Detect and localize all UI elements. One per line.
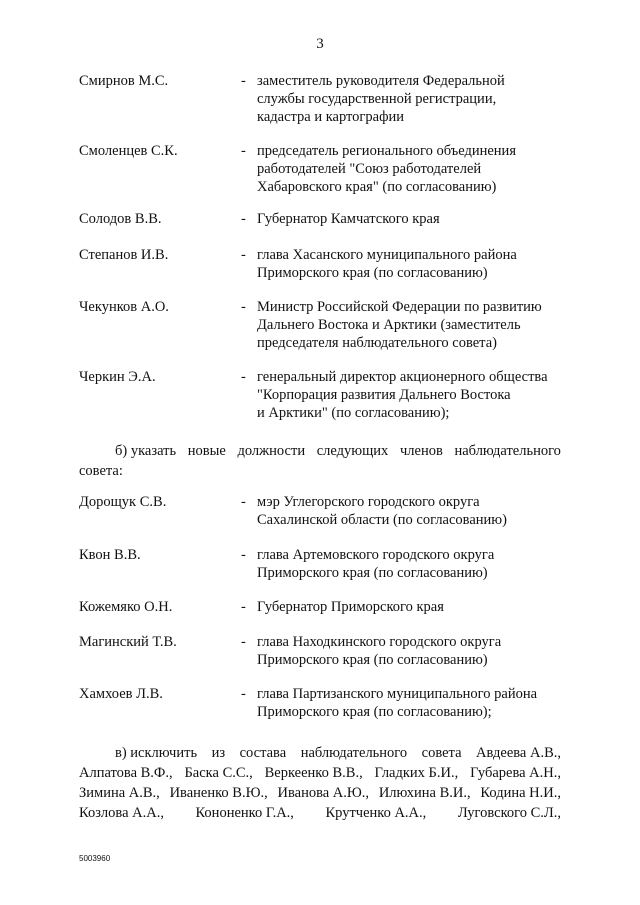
member-name: Смоленцев С.К. (79, 143, 178, 159)
dash-separator: - (241, 634, 246, 650)
paragraph-word: Авдеева А.В., (476, 745, 561, 761)
member-position (257, 143, 587, 196)
dash-separator: - (241, 494, 246, 510)
member-position-line: Приморского края (по согласованию) (257, 651, 488, 668)
dash-separator: - (241, 143, 246, 159)
paragraph-word: Веркеенко В.В., (264, 765, 363, 781)
member-name: Смирнов М.С. (79, 73, 169, 89)
paragraph-word: Гладких Б.И., (374, 765, 459, 781)
paragraph-word: Кононенко Г.А., (195, 805, 294, 821)
paragraph-line (79, 441, 561, 461)
member-position-line: Приморского края (по согласованию); (257, 703, 492, 720)
paragraph-word: наблюдательного (300, 745, 408, 761)
member-position-line: кадастра и картографии (257, 108, 404, 125)
paragraph-word: должности (237, 443, 306, 459)
member-position (257, 211, 587, 229)
paragraph-word: в) исключить (115, 745, 198, 761)
member-position (257, 73, 587, 126)
paragraph-word: наблюдательного (454, 443, 561, 459)
dash-separator: - (241, 369, 246, 385)
member-position (257, 686, 587, 722)
dash-separator: - (241, 247, 246, 263)
member-name: Черкин Э.А. (79, 369, 156, 385)
paragraph-line (79, 803, 561, 823)
member-position-line: Дальнего Востока и Арктики (заместитель (257, 316, 521, 333)
member-position-line: мэр Углегорского городского округа (257, 494, 480, 510)
paragraph-line (79, 743, 561, 763)
paragraph-word: Иванова А.Ю., (277, 785, 370, 801)
member-position-line: Хабаровского края" (по согласованию) (257, 178, 497, 195)
member-position-line: глава Артемовского городского округа (257, 547, 495, 563)
paragraph-word: совета (421, 745, 462, 761)
member-position (257, 547, 587, 583)
member-position-line: Приморского края (по согласованию) (257, 564, 488, 581)
paragraph-word: Баска С.С., (184, 765, 253, 781)
paragraph-word: совета: (79, 463, 123, 479)
member-position (257, 494, 587, 530)
paragraph-word: Иваненко В.Ю., (169, 785, 268, 801)
member-name: Квон В.В. (79, 547, 141, 563)
member-name: Хамхоев Л.В. (79, 686, 163, 702)
paragraph-word: Козлова А.А., (79, 805, 164, 821)
paragraph-line (79, 763, 561, 783)
dash-separator: - (241, 547, 246, 563)
dash-separator: - (241, 686, 246, 702)
member-position-line: Министр Российской Федерации по развитию (257, 299, 542, 315)
paragraph-c (79, 743, 561, 823)
member-position (257, 369, 587, 422)
member-position-line: председатель регионального объединения (257, 143, 516, 159)
member-position-line: председателя наблюдательного совета) (257, 334, 497, 351)
paragraph-word: Алпатова В.Ф., (79, 765, 173, 781)
member-position (257, 247, 587, 283)
member-position-line: работодателей "Союз работодателей (257, 160, 482, 177)
paragraph-word: Илюхина В.И., (378, 785, 471, 801)
paragraph-word: Губарева А.Н., (470, 765, 561, 781)
member-position (257, 634, 587, 670)
member-position-line: службы государственной регистрации, (257, 90, 497, 107)
member-position-line: и Арктики" (по согласованию); (257, 404, 450, 421)
member-position-line: Губернатор Приморского края (257, 599, 444, 615)
member-name: Дорощук С.В. (79, 494, 167, 510)
member-position (257, 299, 587, 352)
paragraph-word: из (211, 745, 226, 761)
member-position-line: глава Партизанского муниципального района (257, 686, 538, 702)
member-position-line: заместитель руководителя Федеральной (257, 73, 505, 89)
member-position-line: глава Хасанского муниципального района (257, 247, 517, 263)
paragraph-b (79, 441, 561, 481)
member-name: Чекунков А.О. (79, 299, 169, 315)
member-name: Магинский Т.В. (79, 634, 177, 650)
member-position-line: Губернатор Камчатского края (257, 211, 440, 227)
paragraph-line (79, 461, 561, 481)
paragraph-word: членов (399, 443, 443, 459)
member-position-line: глава Находкинского городского округа (257, 634, 502, 650)
dash-separator: - (241, 599, 246, 615)
dash-separator: - (241, 73, 246, 89)
member-position-line: Приморского края (по согласованию) (257, 264, 488, 281)
dash-separator: - (241, 211, 246, 227)
paragraph-word: Кодина Н.И., (480, 785, 561, 801)
member-name: Степанов И.В. (79, 247, 169, 263)
member-position (257, 599, 587, 617)
paragraph-word: следующих (316, 443, 389, 459)
paragraph-word: Зимина А.В., (79, 785, 160, 801)
dash-separator: - (241, 299, 246, 315)
paragraph-word: состава (239, 745, 287, 761)
page-number: 3 (316, 36, 324, 52)
member-position-line: Сахалинской области (по согласованию) (257, 511, 507, 528)
member-name: Солодов В.В. (79, 211, 162, 227)
document-code: 5003960 (79, 854, 111, 863)
paragraph-line (79, 783, 561, 803)
member-position-line: "Корпорация развития Дальнего Востока (257, 386, 511, 403)
member-position-line: генеральный директор акционерного общества (257, 369, 548, 385)
paragraph-word: Крутченко А.А., (325, 805, 427, 821)
paragraph-word: б) указать (115, 443, 177, 459)
member-name: Кожемяко О.Н. (79, 599, 173, 615)
paragraph-word: новые (187, 443, 226, 459)
paragraph-word: Луговского С.Л., (457, 805, 561, 821)
